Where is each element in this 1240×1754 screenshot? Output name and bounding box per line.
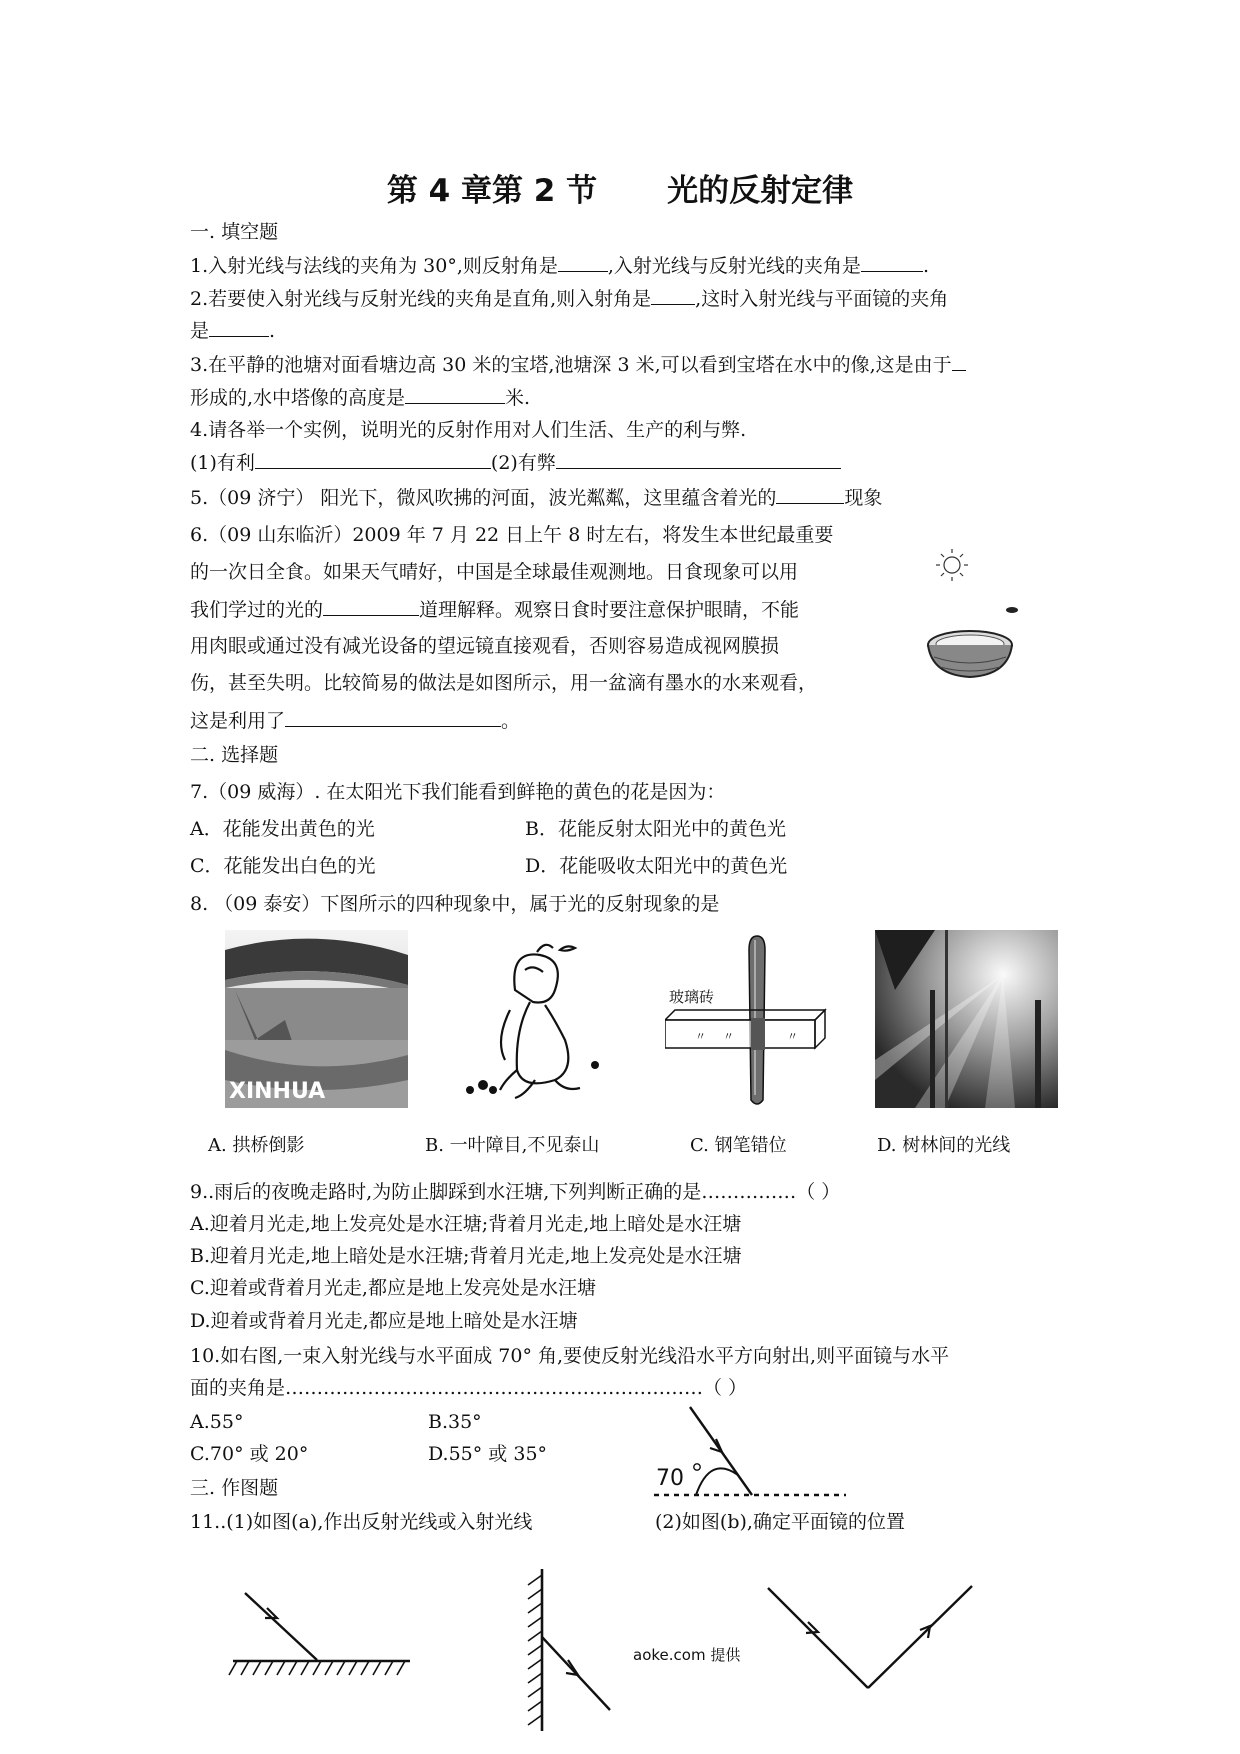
title-topic: 光的反射定律 — [667, 173, 854, 209]
question-4: 4.请各举一个实例，说明光的反射作用对人们生活、生产的利与弊. — [190, 419, 747, 441]
option-10c: C.70° 或 20° — [190, 1443, 309, 1465]
svg-text:〃: 〃 — [787, 1030, 798, 1043]
answer-blank — [558, 253, 608, 272]
question-10-line1: 10.如右图,一束入射光线与水平面成 70° 角,要使反射光线沿水平方向射出,则平面镜与水平 — [190, 1345, 950, 1367]
figure-a-horizontal-mirror — [225, 1575, 415, 1680]
question-10-line2: 面的夹角是…………………………………………………………（ ） — [190, 1377, 748, 1399]
section-multiple-choice: 二. 选择题 — [190, 744, 279, 766]
question-11a: 11..(1)如图(a),作出反射光线或入射光线 — [190, 1511, 533, 1533]
question-6-line6: 这是利用了 。 — [190, 710, 521, 732]
question-6-line5: 伤，甚至失明。比较简易的做法是如图所示，用一盆滴有墨水的水来观看， — [190, 672, 818, 694]
question-2: 2.若要使入射光线与反射光线的夹角是直角,则入射角是 ,这时入射光线与平面镜的夹角 — [190, 288, 949, 310]
photo-watermark: XINHUA — [229, 1079, 326, 1104]
watermark-text: aoke.com 提供 — [633, 1646, 741, 1664]
question-2-cont: 是 . — [190, 320, 276, 342]
forest-light-photo — [875, 930, 1058, 1108]
option-10b: B.35° — [428, 1411, 482, 1433]
leaf-eye-cartoon — [455, 930, 620, 1108]
sun-icon — [936, 549, 968, 581]
caption-8b: B. 一叶障目,不见泰山 — [425, 1135, 600, 1156]
question-3: 3.在平静的池塘对面看塘边高 30 米的宝塔,池塘深 3 米,可以看到宝塔在水中的像,这是由于 — [190, 352, 966, 377]
caption-8d: D. 树林间的光线 — [877, 1135, 1011, 1156]
angle-70-diagram — [650, 1405, 850, 1500]
answer-blank — [209, 318, 269, 337]
question-6-line3: 我们学过的光的 道理解释。观察日食时要注意保护眼睛，不能 — [190, 599, 800, 621]
sun-basin-figure — [920, 535, 1030, 690]
answer-blank — [861, 253, 923, 272]
section-drawing: 三. 作图题 — [190, 1477, 279, 1499]
caption-8c: C. 钢笔错位 — [690, 1135, 787, 1156]
answer-blank — [651, 286, 695, 305]
svg-text:〃: 〃 — [695, 1030, 706, 1043]
question-6-line2: 的一次日全食。如果天气晴好，中国是全球最佳观测地。日食现象可以用 — [190, 561, 799, 583]
section-fill-blank: 一. 填空题 — [190, 221, 279, 243]
angle-label: 70 — [656, 1466, 684, 1491]
answer-blank — [952, 352, 966, 371]
question-5: 5.（09 济宁） 阳光下，微风吹拂的河面，波光粼粼，这里蕴含着光的 现象 — [190, 487, 883, 509]
question-4-parts: (1)有利 (2)有弊 — [190, 450, 841, 475]
ink-drop-icon — [1006, 607, 1018, 613]
page-title — [0, 165, 1240, 210]
question-9: 9..雨后的夜晚走路时,为防止脚踩到水汪塘,下列判断正确的是……………（ ） — [190, 1181, 841, 1203]
svg-text:〃: 〃 — [723, 1030, 734, 1043]
glass-brick-label: 玻璃砖 — [669, 988, 715, 1006]
arch-bridge-photo — [225, 930, 408, 1108]
question-3-cont: 形成的,水中塔像的高度是 米. — [190, 387, 531, 409]
option-7b: B．花能反射太阳光中的黄色光 — [525, 818, 786, 840]
caption-8a: A. 拱桥倒影 — [208, 1135, 305, 1156]
question-6-line4: 用肉眼或通过没有减光设备的望远镜直接观看，否则容易造成视网膜损 — [190, 635, 780, 657]
question-1: 1.入射光线与法线的夹角为 30°,则反射角是 ,入射光线与反射光线的夹角是 . — [190, 255, 929, 277]
figure-a-vertical-mirror — [510, 1565, 620, 1735]
title-chapter: 第 4 章第 2 节 — [386, 173, 598, 209]
option-9d: D.迎着或背着月光走,都应是地上暗处是水汪塘 — [190, 1310, 578, 1332]
basin-icon — [928, 631, 1012, 677]
option-7d: D．花能吸收太阳光中的黄色光 — [525, 855, 788, 877]
answer-blank — [405, 385, 505, 404]
figure-b-mirror-position — [760, 1580, 980, 1695]
question-8: 8. （09 泰安）下图所示的四种现象中，属于光的反射现象的是 — [190, 893, 720, 915]
option-7c: C．花能发出白色的光 — [190, 855, 376, 877]
question-7: 7.（09 威海）. 在太阳光下我们能看到鲜艳的黄色的花是因为： — [190, 781, 726, 803]
option-9b: B.迎着月光走,地上暗处是水汪塘;背着月光走,地上发亮处是水汪塘 — [190, 1245, 742, 1267]
question-6-line1: 6.（09 山东临沂）2009 年 7 月 22 日上午 8 时左右，将发生本世纪最重要 — [190, 524, 834, 546]
option-10d: D.55° 或 35° — [428, 1443, 548, 1465]
option-7a: A．花能发出黄色的光 — [190, 818, 375, 840]
answer-blank — [255, 450, 491, 469]
question-11b: (2)如图(b),确定平面镜的位置 — [655, 1511, 905, 1533]
pen-glass-figure — [665, 930, 830, 1108]
answer-blank — [556, 450, 841, 469]
answer-blank — [776, 485, 844, 504]
answer-blank — [285, 708, 501, 727]
answer-blank — [323, 597, 419, 616]
option-9c: C.迎着或背着月光走,都应是地上发亮处是水汪塘 — [190, 1277, 596, 1299]
option-9a: A.迎着月光走,地上发亮处是水汪塘;背着月光走,地上暗处是水汪塘 — [190, 1213, 742, 1235]
option-10a: A.55° — [190, 1411, 244, 1433]
